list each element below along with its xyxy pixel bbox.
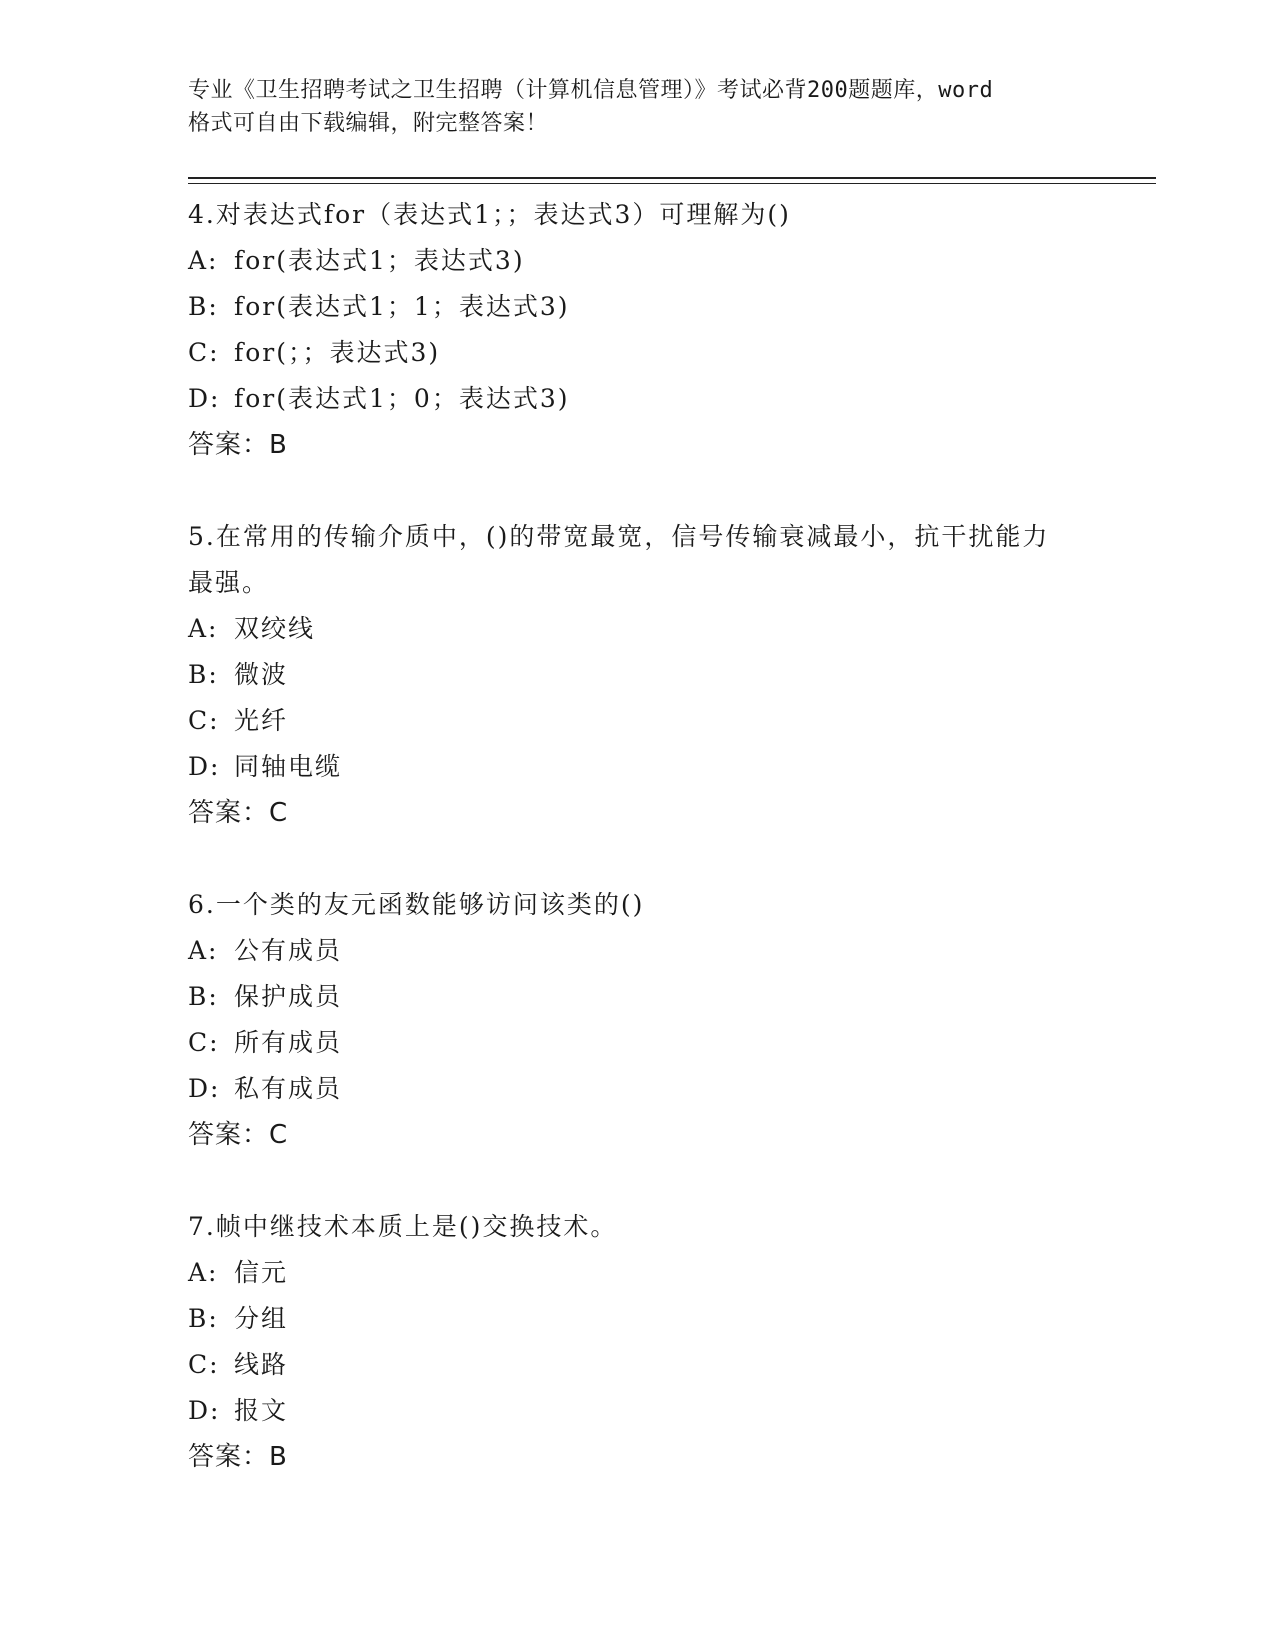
option-text: 所有成员 — [234, 1028, 343, 1057]
option-letter: B: — [188, 982, 219, 1011]
option-letter: C: — [188, 1350, 220, 1379]
question-6 — [188, 882, 1088, 1158]
option-text: 光纤 — [234, 706, 289, 735]
option-text: 保护成员 — [234, 982, 343, 1011]
option-letter: D: — [188, 384, 221, 413]
question-stem: 6.一个类的友元函数能够访问该类的() — [188, 890, 645, 919]
question-5 — [188, 514, 1088, 836]
answer-label: 答案：B — [188, 1442, 288, 1472]
option-text: for(表达式1；1；表达式3) — [234, 292, 570, 321]
option-text: 公有成员 — [234, 936, 343, 965]
option-b — [188, 974, 1088, 1020]
header-title-line2: 格式可自由下载编辑，附完整答案！ — [188, 111, 549, 136]
answer-label: 答案：B — [188, 430, 288, 460]
option-d — [188, 1066, 1088, 1112]
answer-label: 答案：C — [188, 1120, 289, 1150]
option-d — [188, 1388, 1088, 1434]
option-b — [188, 284, 1088, 330]
question-stem: 4.对表达式for（表达式1；；表达式3）可理解为() — [188, 200, 791, 229]
option-text: 微波 — [234, 660, 289, 689]
option-text: 分组 — [234, 1304, 289, 1333]
question-7 — [188, 1204, 1088, 1480]
option-b — [188, 1296, 1088, 1342]
question-stem: 7.帧中继技术本质上是()交换技术。 — [188, 1212, 618, 1241]
option-letter: A: — [188, 1258, 219, 1287]
option-letter: A: — [188, 936, 219, 965]
option-a — [188, 928, 1088, 974]
option-text: 信元 — [234, 1258, 289, 1287]
option-c — [188, 1342, 1088, 1388]
question-4 — [188, 192, 1088, 468]
option-letter: C: — [188, 706, 220, 735]
option-letter: B: — [188, 660, 219, 689]
option-letter: C: — [188, 338, 220, 367]
answer-label: 答案：C — [188, 798, 289, 828]
option-text: 报文 — [234, 1396, 289, 1425]
question-stem: 5.在常用的传输介质中，()的带宽最宽，信号传输衰减最小，抗干扰能力最强。 — [188, 522, 1050, 597]
header-divider-thick — [188, 177, 1156, 179]
option-text: for(表达式1；表达式3) — [234, 246, 525, 275]
option-letter: C: — [188, 1028, 220, 1057]
option-text: 线路 — [234, 1350, 289, 1379]
question-list — [188, 192, 1088, 1526]
option-text: 同轴电缆 — [234, 752, 343, 781]
option-letter: A: — [188, 246, 219, 275]
option-c — [188, 1020, 1088, 1066]
header-divider-thin — [188, 183, 1156, 184]
option-letter: A: — [188, 614, 219, 643]
option-a — [188, 1250, 1088, 1296]
option-b — [188, 652, 1088, 698]
option-text: 双绞线 — [234, 614, 316, 643]
option-d — [188, 744, 1088, 790]
option-c — [188, 698, 1088, 744]
option-text: for(；；表达式3) — [234, 338, 441, 367]
option-letter: B: — [188, 1304, 219, 1333]
option-d — [188, 376, 1088, 422]
option-c — [188, 330, 1088, 376]
option-text: for(表达式1；0；表达式3) — [234, 384, 570, 413]
option-a — [188, 606, 1088, 652]
option-letter: D: — [188, 1074, 221, 1103]
option-letter: D: — [188, 752, 221, 781]
document-header — [188, 74, 1088, 140]
header-title-line1: 专业《卫生招聘考试之卫生招聘（计算机信息管理）》考试必背200题题库，word — [188, 78, 994, 103]
option-letter: B: — [188, 292, 219, 321]
option-a — [188, 238, 1088, 284]
option-letter: D: — [188, 1396, 221, 1425]
option-text: 私有成员 — [234, 1074, 343, 1103]
